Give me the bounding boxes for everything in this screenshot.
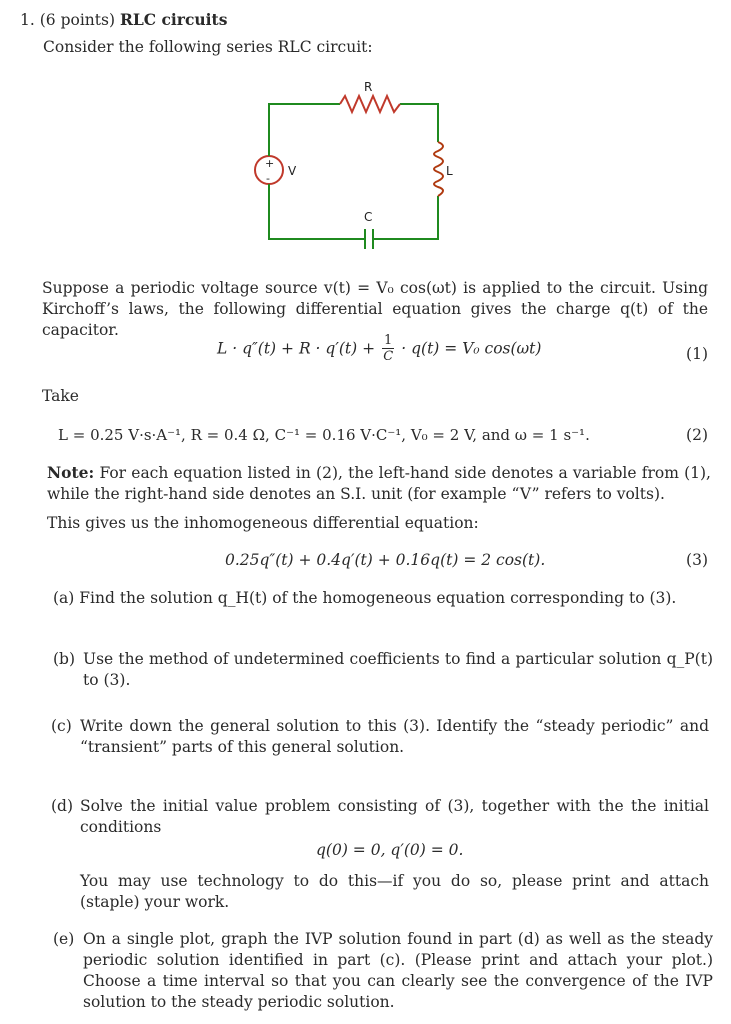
wire-bottom-left xyxy=(269,191,365,239)
source-minus-sign: - xyxy=(266,172,270,185)
equation-1 xyxy=(217,333,541,364)
source-plus-sign: + xyxy=(265,157,275,170)
wire-top-left xyxy=(269,104,340,149)
rlc-circuit-diagram xyxy=(0,0,731,270)
paragraph-setup: Suppose a periodic voltage source v(t) = V₀ cos(ωt) is applied to the circuit. Using Kirchoff’s laws, the following differential equation gives the charge q(t) of the capacitor. xyxy=(42,279,708,339)
part-e-label: (e) xyxy=(53,930,75,948)
equation-2-number: (2) xyxy=(686,426,708,444)
part-d-followup: You may use technology to do this—if you do so, please print and attach (staple) your work. xyxy=(80,872,709,911)
note-label: Note: xyxy=(47,463,95,482)
equation-3-number: (3) xyxy=(686,551,708,569)
inductor-coil xyxy=(434,142,443,196)
problem-number: 1. xyxy=(20,11,35,29)
equation-3: 0.25q″(t) + 0.4q′(t) + 0.16q(t) = 2 cos(t). xyxy=(225,551,546,569)
part-b-text: Use the method of undetermined coefficients to find a particular solution q_P(t) to (3). xyxy=(83,650,713,689)
part-a-text: Find the solution q_H(t) of the homogeneous equation corresponding to (3). xyxy=(79,589,677,607)
source-label: V xyxy=(288,164,297,178)
part-a xyxy=(53,588,676,609)
equation-1-lhs-a: L · q″(t) + R · q′(t) + xyxy=(217,339,376,358)
capacitor-label: C xyxy=(364,210,373,224)
part-d-initial-conditions: q(0) = 0, q′(0) = 0. xyxy=(316,841,464,859)
take-label: Take xyxy=(42,387,79,405)
resistor-label: R xyxy=(364,80,373,94)
part-d-label: (d) xyxy=(51,797,74,815)
fraction-denominator: C xyxy=(383,349,394,364)
equation-1-number: (1) xyxy=(686,345,708,363)
capacitor-plates xyxy=(365,229,373,249)
part-c-text: Write down the general solution to this (3). Identify the “steady periodic” and “transient” parts of this general solution. xyxy=(80,717,709,756)
part-c-label: (c) xyxy=(51,717,72,735)
equation-1-fraction xyxy=(382,333,394,364)
part-b-label: (b) xyxy=(53,650,76,668)
part-d-text: Solve the initial value problem consisting of (3), together with the the initial conditions xyxy=(80,797,709,836)
inductor-label: L xyxy=(446,164,453,178)
problem-points: (6 points) xyxy=(39,11,115,29)
intro-text: Consider the following series RLC circuit: xyxy=(43,38,373,56)
note-paragraph xyxy=(47,462,711,505)
equation-1-lhs-b: · q(t) = V₀ cos(ωt) xyxy=(401,339,542,358)
wire-bottom-right xyxy=(373,196,438,239)
paragraph-inhomogeneous: This gives us the inhomogeneous differential equation: xyxy=(47,514,479,532)
part-e-text: On a single plot, graph the IVP solution found in part (d) as well as the steady periodic solution identified in part (c). (Please print and attach your plot.) Choose a time interval so that you can clearly see the convergence of the IVP solution to the steady periodic solution. xyxy=(83,930,713,1011)
note-text: For each equation listed in (2), the left-hand side denotes a variable from (1), while the right-hand side denotes an S.I. unit (for example “V” refers to volts). xyxy=(47,464,711,503)
equation-2: L = 0.25 V·s·A⁻¹, R = 0.4 Ω, C⁻¹ = 0.16 V·C⁻¹, V₀ = 2 V, and ω = 1 s⁻¹. xyxy=(58,426,590,444)
part-a-label: (a) xyxy=(53,589,75,607)
resistor-zigzag xyxy=(340,96,400,112)
wire-top-right xyxy=(400,104,438,142)
fraction-numerator: 1 xyxy=(384,333,393,348)
problem-title: RLC circuits xyxy=(119,10,228,29)
